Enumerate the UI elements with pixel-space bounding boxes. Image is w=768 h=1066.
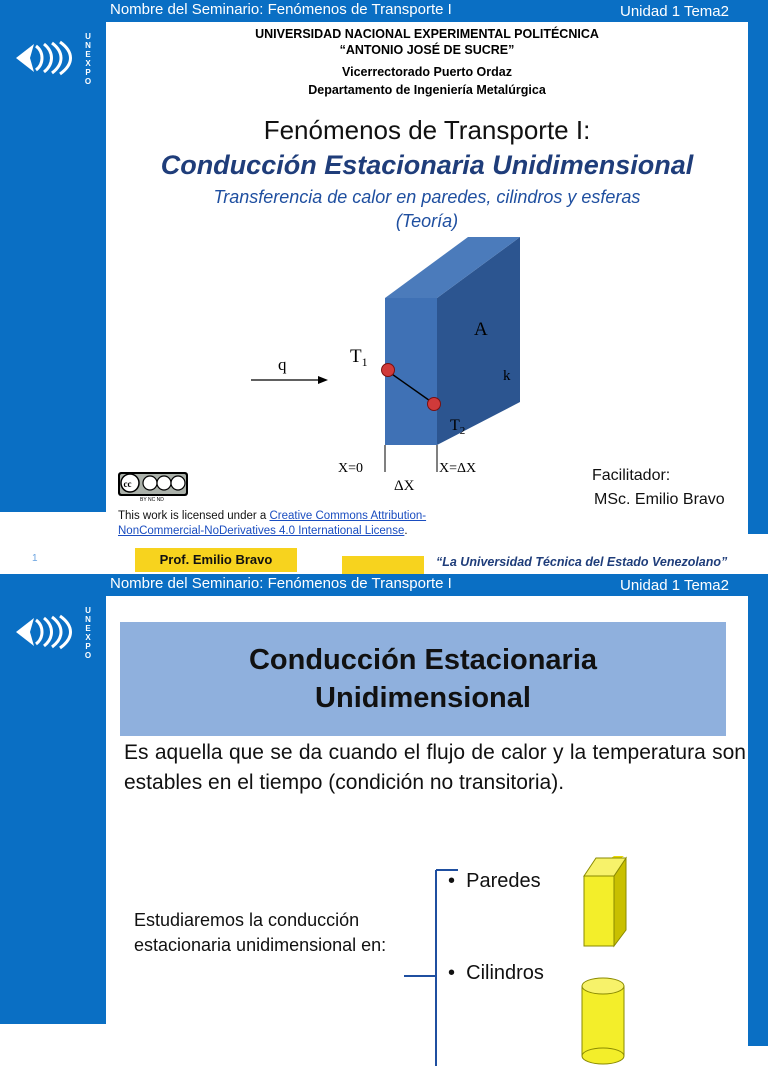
seminar-title: Nombre del Seminario: Fenómenos de Transporte I: [110, 1, 452, 18]
q-arrow-head-icon: [318, 376, 328, 384]
slide-2: [0, 574, 768, 1024]
page-number: 1: [32, 553, 38, 564]
unit-label: Unidad 1 Tema2: [620, 3, 729, 20]
definition-paragraph: Es aquella que se da cuando el flujo de calor y la temperatura son estables en el tiempo (condición no transitoria).: [124, 741, 746, 794]
bullet-cilindros-label: Cilindros: [466, 962, 544, 984]
slide-2-title: [120, 622, 726, 736]
t1-marker-icon: [382, 364, 395, 377]
sidebar-2: [0, 574, 106, 1024]
wall-diagram: [106, 232, 748, 492]
slide-1-content: [106, 22, 748, 512]
t1-symbol: T: [350, 346, 362, 367]
unexpo-vertical-text: U N E X P O: [84, 32, 92, 86]
seminar-title-2: Nombre del Seminario: Fenómenos de Transporte I: [110, 575, 452, 592]
right-strip-2: [748, 596, 768, 1046]
license-link[interactable]: Creative Commons Attribution-NonCommercial-NoDerivatives 4.0 International License: [118, 510, 427, 537]
sidebar: [0, 0, 106, 512]
t1-label: [350, 346, 368, 369]
t2-marker-icon: [428, 398, 441, 411]
slide-2-title-line-2: Unidimensional: [315, 682, 531, 714]
cylinder-shape-icon: [582, 978, 624, 1064]
bullet-paredes: • Paredes: [448, 870, 541, 892]
facilitator-name: MSc. Emilio Bravo: [594, 491, 725, 508]
yellow-box: [342, 556, 424, 574]
bullet-cilindros: • Cilindros: [448, 962, 544, 984]
license-prefix: This work is licensed under a: [118, 510, 270, 522]
right-strip: [748, 22, 768, 534]
k-label: k: [503, 368, 511, 384]
slide-2-content: [106, 596, 748, 1036]
unexpo-logo-icon: [14, 38, 76, 78]
box-shape-icon: [584, 856, 626, 946]
subtitle-2: Transferencia de calor en paredes, cilindros y esferas: [213, 187, 641, 207]
header-bar: [0, 0, 768, 22]
x0-label: X=0: [338, 461, 364, 476]
unit-label-2: Unidad 1 Tema2: [620, 577, 729, 594]
subtitle-3: (Teoría): [395, 211, 459, 231]
university-line-4: Departamento de Ingeniería Metalúrgica: [308, 83, 546, 97]
motto: “La Universidad Técnica del Estado Venezolano”: [436, 555, 728, 569]
sub-title: Conducción Estacionaria Unidimensional: [160, 150, 694, 180]
header-bar-2: [0, 574, 768, 596]
university-line-3: Vicerrectorado Puerto Ordaz: [342, 65, 512, 79]
license-text: [118, 509, 478, 539]
professor-box: Prof. Emilio Bravo: [135, 548, 297, 572]
q-label: q: [278, 355, 287, 374]
bracket-diagram: [106, 826, 748, 1066]
xdx-label: X=ΔX: [439, 461, 477, 476]
t2-symbol: T: [450, 417, 460, 434]
unexpo-vertical-text-2: U N E X P O: [84, 606, 92, 660]
unexpo-logo-icon: [14, 612, 76, 652]
svg-text:cc: cc: [123, 479, 132, 489]
main-title: Fenómenos de Transporte I:: [263, 115, 591, 145]
intro-text: Estudiaremos la conducción estacionaria unidimensional en:: [134, 910, 387, 955]
university-line-2: “ANTONIO JOSÉ DE SUCRE”: [339, 43, 515, 57]
creative-commons-badge-icon: [118, 472, 188, 496]
slide-2-title-line-1: Conducción Estacionaria: [248, 644, 598, 676]
t1-subscript: 1: [361, 355, 368, 369]
facilitator-label: Facilitador:: [592, 467, 671, 484]
university-line-1: UNIVERSIDAD NACIONAL EXPERIMENTAL POLITÉCNICA: [255, 27, 599, 41]
license-suffix: .: [404, 525, 408, 537]
dx-label: ΔX: [394, 478, 415, 494]
cc-badge-caption: BY NC ND: [140, 497, 164, 503]
area-label: A: [474, 319, 488, 340]
bullet-paredes-label: Paredes: [466, 870, 541, 892]
t2-subscript: 2: [459, 425, 466, 437]
